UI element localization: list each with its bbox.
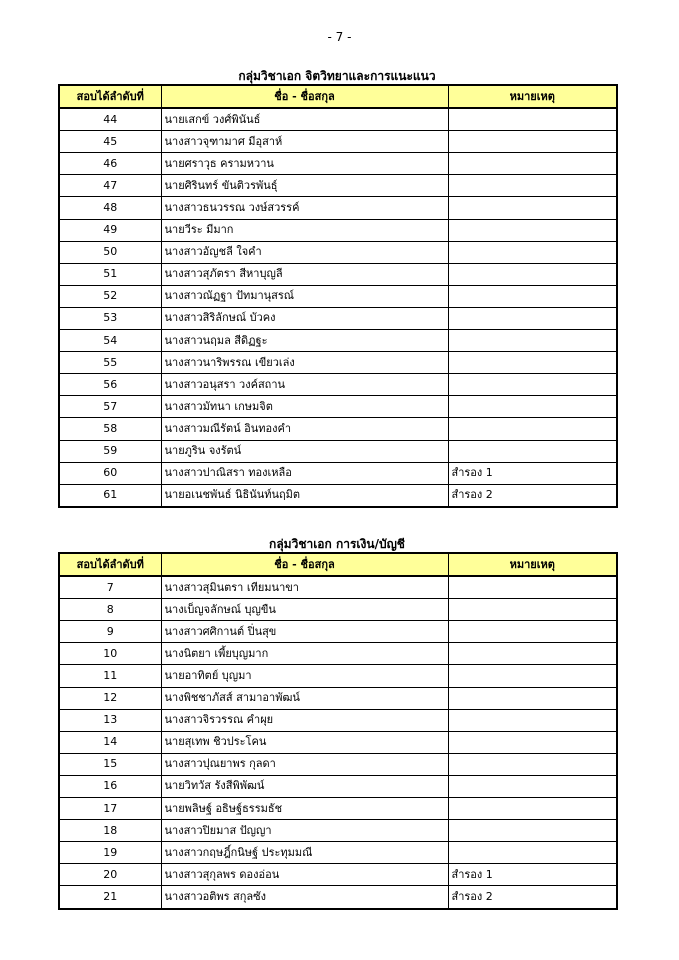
rank-cell: 57 (59, 396, 161, 418)
name-cell: นางสาวสุมินตรา เทียมนาขา (161, 576, 448, 599)
remark-cell (448, 621, 617, 643)
table-row (59, 576, 617, 599)
name-cell: นางสาวนฤมล สีดิฏฐะ (161, 330, 448, 352)
table-row (59, 352, 617, 374)
remark-cell (448, 798, 617, 820)
remark-cell (448, 307, 617, 329)
rank-cell: 20 (59, 864, 161, 886)
rank-cell: 18 (59, 820, 161, 842)
header-rank: สอบได้ลำดับที่ (59, 553, 161, 576)
rank-cell: 19 (59, 842, 161, 864)
name-cell: นายสุเทพ ชิวประโคน (161, 731, 448, 753)
table-row (59, 798, 617, 820)
rank-cell: 49 (59, 219, 161, 241)
table-row (59, 241, 617, 263)
table-row (59, 418, 617, 440)
rank-cell: 16 (59, 775, 161, 797)
name-cell: นางสาวอนุสรา วงค์สถาน (161, 374, 448, 396)
remark-cell (448, 709, 617, 731)
rank-cell: 15 (59, 753, 161, 775)
remark-cell (448, 241, 617, 263)
rank-cell: 59 (59, 440, 161, 462)
remark-cell (448, 842, 617, 864)
remark-cell (448, 330, 617, 352)
remark-cell: สำรอง 1 (448, 462, 617, 484)
rank-cell: 60 (59, 462, 161, 484)
table-row (59, 643, 617, 665)
remark-cell (448, 576, 617, 599)
rank-cell: 46 (59, 153, 161, 175)
table-row (59, 219, 617, 241)
results-table-psychology (58, 84, 618, 508)
rank-cell: 12 (59, 687, 161, 709)
table-row (59, 374, 617, 396)
remark-cell (448, 820, 617, 842)
rank-cell: 48 (59, 197, 161, 219)
rank-cell: 10 (59, 643, 161, 665)
table-row (59, 886, 617, 909)
results-table-finance (58, 552, 618, 910)
rank-cell: 44 (59, 108, 161, 131)
name-cell: นางสาวปาณิสรา ทองเหลือ (161, 462, 448, 484)
rank-cell: 51 (59, 263, 161, 285)
rank-cell: 55 (59, 352, 161, 374)
name-cell: นางสาวสุกุลพร ดองอ่อน (161, 864, 448, 886)
table-row (59, 440, 617, 462)
remark-cell (448, 753, 617, 775)
name-cell: นางสาวปิยมาส ปัญญา (161, 820, 448, 842)
remark-cell (448, 599, 617, 621)
section-title-psychology: กลุ่มวิชาเอก จิตวิทยาและการแนะแนว (238, 69, 436, 83)
rank-cell: 13 (59, 709, 161, 731)
remark-cell (448, 153, 617, 175)
name-cell: นายศิรินทร์ ขันติวรพันธุ์ (161, 175, 448, 197)
name-cell: นายอาทิตย์ บุญมา (161, 665, 448, 687)
remark-cell (448, 285, 617, 307)
rank-cell: 17 (59, 798, 161, 820)
name-cell: นางสาวจุฑามาศ มีอุสาห์ (161, 131, 448, 153)
rank-cell: 54 (59, 330, 161, 352)
remark-cell (448, 440, 617, 462)
rank-cell: 61 (59, 484, 161, 507)
section-title-finance: กลุ่มวิชาเอก การเงิน/บัญชี (269, 537, 405, 551)
remark-cell (448, 643, 617, 665)
name-cell: นางสาวมณีรัตน์ อินทองคำ (161, 418, 448, 440)
rank-cell: 9 (59, 621, 161, 643)
name-cell: นายภูริน จงรัตน์ (161, 440, 448, 462)
rank-cell: 11 (59, 665, 161, 687)
name-cell: นางสาวจิรวรรณ คำผุย (161, 709, 448, 731)
name-cell: นางนิตยา เพี้ยบุญมาก (161, 643, 448, 665)
header-name: ชื่อ - ชื่อสกุล (161, 553, 448, 576)
remark-cell (448, 263, 617, 285)
name-cell: นายอเนชพันธ์ นิธินันท์นฤมิต (161, 484, 448, 507)
remark-cell: สำรอง 1 (448, 864, 617, 886)
table-row (59, 197, 617, 219)
remark-cell (448, 352, 617, 374)
name-cell: นางสาวสิริลักษณ์ บัวคง (161, 307, 448, 329)
remark-cell (448, 396, 617, 418)
remark-cell: สำรอง 2 (448, 484, 617, 507)
rank-cell: 8 (59, 599, 161, 621)
name-cell: นายศราวุธ ครามหวาน (161, 153, 448, 175)
remark-cell (448, 197, 617, 219)
name-cell: นางสาวอัญชลี ใจคำ (161, 241, 448, 263)
table-header-row (59, 85, 617, 108)
header-remark: หมายเหตุ (448, 85, 617, 108)
name-cell: นางสาวอติพร สกุลซัง (161, 886, 448, 909)
remark-cell (448, 731, 617, 753)
remark-cell (448, 219, 617, 241)
remark-cell (448, 175, 617, 197)
rank-cell: 56 (59, 374, 161, 396)
table-row (59, 263, 617, 285)
header-remark: หมายเหตุ (448, 553, 617, 576)
table-row (59, 621, 617, 643)
name-cell: นางสาวสุภัตรา สีหาบุญลี (161, 263, 448, 285)
rank-cell: 14 (59, 731, 161, 753)
table-row (59, 108, 617, 131)
name-cell: นางสาวมัทนา เกษมจิต (161, 396, 448, 418)
rank-cell: 58 (59, 418, 161, 440)
remark-cell (448, 687, 617, 709)
remark-cell (448, 418, 617, 440)
name-cell: นางพิชชาภัสส์ สามาอาพัฒน์ (161, 687, 448, 709)
table-row (59, 307, 617, 329)
name-cell: นางสาวณัฏฐา ปัทมานุสรณ์ (161, 285, 448, 307)
name-cell: นายเสกข์ วงศ์พินันธ์ (161, 108, 448, 131)
remark-cell (448, 374, 617, 396)
name-cell: นายพลิษฐ์ อธิษฐ์ธรรมธัช (161, 798, 448, 820)
name-cell: นางสาวนาริพรรณ เขียวเล่ง (161, 352, 448, 374)
table-row (59, 462, 617, 484)
table-row (59, 775, 617, 797)
page-number: - 7 - (327, 30, 352, 44)
name-cell: นางสาวปุณยาพร กุลดา (161, 753, 448, 775)
rank-cell: 52 (59, 285, 161, 307)
rank-cell: 53 (59, 307, 161, 329)
table-row (59, 285, 617, 307)
remark-cell (448, 775, 617, 797)
table-row (59, 599, 617, 621)
name-cell: นายวิทวัส รังสีพิพัฒน์ (161, 775, 448, 797)
table-row (59, 820, 617, 842)
table-row (59, 484, 617, 507)
remark-cell: สำรอง 2 (448, 886, 617, 909)
name-cell: นางเบ็ญจลักษณ์ บุญขืน (161, 599, 448, 621)
table-row (59, 842, 617, 864)
remark-cell (448, 108, 617, 131)
name-cell: นายวีระ มีมาก (161, 219, 448, 241)
table-row (59, 131, 617, 153)
table-row (59, 665, 617, 687)
name-cell: นางสาวกฤษฎิ์กนิษฐ์ ประทุมมณี (161, 842, 448, 864)
remark-cell (448, 131, 617, 153)
table-row (59, 687, 617, 709)
table-row (59, 175, 617, 197)
table-row (59, 396, 617, 418)
table-row (59, 153, 617, 175)
table-row (59, 731, 617, 753)
name-cell: นางสาวศศิกานต์ ปิ่นสุข (161, 621, 448, 643)
rank-cell: 47 (59, 175, 161, 197)
rank-cell: 21 (59, 886, 161, 909)
name-cell: นางสาวธนวรรณ วงษ์สวรรค์ (161, 197, 448, 219)
rank-cell: 45 (59, 131, 161, 153)
table-row (59, 709, 617, 731)
remark-cell (448, 665, 617, 687)
header-rank: สอบได้ลำดับที่ (59, 85, 161, 108)
table-row (59, 330, 617, 352)
header-name: ชื่อ - ชื่อสกุล (161, 85, 448, 108)
rank-cell: 7 (59, 576, 161, 599)
table-row (59, 753, 617, 775)
table-header-row (59, 553, 617, 576)
rank-cell: 50 (59, 241, 161, 263)
table-row (59, 864, 617, 886)
